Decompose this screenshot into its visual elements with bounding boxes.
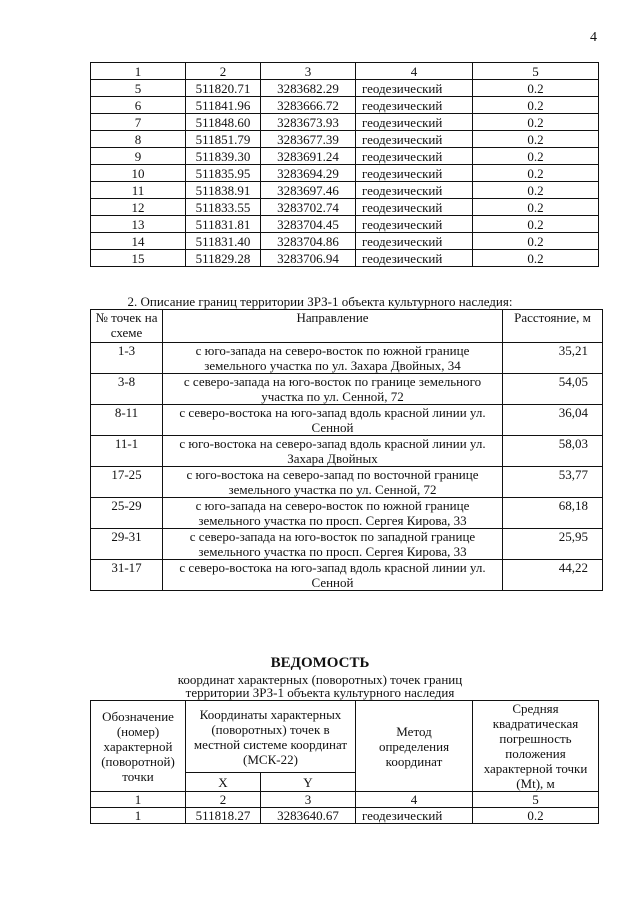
table-row [91,560,603,591]
number-cell: 3 [261,792,356,808]
table-cell: 511848.60 [186,114,261,131]
table-cell: 6 [91,97,186,114]
table-cell: 0.2 [473,114,599,131]
table-cell: с северо-запада на юго-восток по границе земельного участка по ул. Сенной, 72 [163,374,503,405]
table-cell: 8-11 [91,405,163,436]
table-cell: геодезический [356,131,473,148]
coordinates-table-continued [90,62,599,267]
table-cell: 15 [91,250,186,267]
table-row [91,529,603,560]
table-cell: геодезический [356,97,473,114]
table-cell: геодезический [356,80,473,97]
table-cell: 3283682.29 [261,80,356,97]
table-cell: 3283640.67 [261,808,356,824]
header-cell: 1 [91,63,186,80]
table-row [91,114,599,131]
table-cell: 511841.96 [186,97,261,114]
table-cell: 10 [91,165,186,182]
table-row [91,467,603,498]
table-cell: 511820.71 [186,80,261,97]
header-cell: 5 [473,63,599,80]
table-row [91,436,603,467]
table-cell: 8 [91,131,186,148]
table-cell: 5 [91,80,186,97]
table-cell: 511835.95 [186,165,261,182]
table-cell: 0.2 [473,182,599,199]
header-x: X [186,773,261,792]
table-cell: 3283706.94 [261,250,356,267]
table-cell: с северо-запада на юго-восток по западной границе земельного участка по просп. Сергея Кирова, 33 [163,529,503,560]
table-cell: 17-25 [91,467,163,498]
boundary-description-table [90,309,603,591]
table-cell: 1-3 [91,343,163,374]
table-cell: 3283666.72 [261,97,356,114]
table-cell: геодезический [356,199,473,216]
table-cell: 0.2 [473,80,599,97]
table-cell: геодезический [356,114,473,131]
table-header-row [91,63,599,80]
table-row [91,199,599,216]
table-cell: 11 [91,182,186,199]
vedomost-table [90,700,599,824]
table-cell: 511829.28 [186,250,261,267]
table-cell: геодезический [356,148,473,165]
table-cell: с северо-востока на юго-запад вдоль красной линии ул. Сенной [163,405,503,436]
table-cell: 53,77 [503,467,603,498]
vedomost-subtitle: координат характерных (поворотных) точек границ [177,672,463,687]
table-cell: 3283702.74 [261,199,356,216]
table-cell: 3283694.29 [261,165,356,182]
number-cell: 1 [91,792,186,808]
table-row [91,216,599,233]
header-coordinates: Координаты характерных (поворотных) точек в местной системе координат (МСК-22) [186,701,356,773]
table-cell: с юго-востока на северо-запад вдоль красной линии ул. Захара Двойных [163,436,503,467]
table-cell: 511831.81 [186,216,261,233]
table-cell: 25-29 [91,498,163,529]
table-cell: 54,05 [503,374,603,405]
table-cell: 0.2 [473,131,599,148]
table-cell: 0.2 [473,250,599,267]
table-cell: 44,22 [503,560,603,591]
table-row [91,233,599,250]
table-row [91,250,599,267]
table-cell: 511851.79 [186,131,261,148]
table-cell: 14 [91,233,186,250]
table-cell: с юго-востока на северо-запад по восточной границе земельного участка по ул. Сенной, 72 [163,467,503,498]
header-error: Средняя квадратическая погрешность положения характерной точки (Mt), м [473,701,599,792]
header-direction: Направление [163,310,503,343]
table-cell: 36,04 [503,405,603,436]
page-number: 4 [590,30,597,45]
table-cell: геодезический [356,808,473,824]
table-row [91,405,603,436]
table-row [91,498,603,529]
table-cell: геодезический [356,233,473,250]
number-cell: 4 [356,792,473,808]
table-cell: с юго-запада на северо-восток по южной границе земельного участка по просп. Сергея Кирова, 33 [163,498,503,529]
table-cell: 3283704.86 [261,233,356,250]
table-header-row [91,310,603,343]
table-cell: с северо-востока на юго-запад вдоль красной линии ул. Сенной [163,560,503,591]
table-cell: 511833.55 [186,199,261,216]
table-cell: 3283697.46 [261,182,356,199]
header-cell: 3 [261,63,356,80]
table-cell: 12 [91,199,186,216]
table-cell: 9 [91,148,186,165]
table-row [91,808,599,824]
table-cell: 31-17 [91,560,163,591]
table-cell: с юго-запада на северо-восток по южной границе земельного участка по ул. Захара Двойных, 34 [163,343,503,374]
section2-title: 2. Описание границ территории ЗРЗ-1 объекта культурного наследия: [127,294,513,309]
header-points: № точек на схеме [91,310,163,343]
table-cell: 35,21 [503,343,603,374]
table-number-row [91,792,599,808]
header-cell: 2 [186,63,261,80]
number-cell: 2 [186,792,261,808]
table-cell: 3283673.93 [261,114,356,131]
table-cell: 511831.40 [186,233,261,250]
table-cell: 11-1 [91,436,163,467]
table-row [91,97,599,114]
header-y: Y [261,773,356,792]
table-row [91,165,599,182]
table-cell: 3283691.24 [261,148,356,165]
table-cell: 7 [91,114,186,131]
table-cell: геодезический [356,216,473,233]
table-cell: 3-8 [91,374,163,405]
table-cell: 25,95 [503,529,603,560]
table-row [91,80,599,97]
table-row [91,131,599,148]
table-cell: 0.2 [473,148,599,165]
table-cell: 3283704.45 [261,216,356,233]
header-cell: 4 [356,63,473,80]
table-cell: 0.2 [473,216,599,233]
table-cell: 511839.30 [186,148,261,165]
table-row [91,182,599,199]
header-distance: Расстояние, м [503,310,603,343]
table-cell: 29-31 [91,529,163,560]
table-cell: геодезический [356,165,473,182]
table-cell: 1 [91,808,186,824]
table-cell: геодезический [356,250,473,267]
header-method: Метод определения координат [356,701,473,792]
table-cell: 0.2 [473,233,599,250]
table-cell: 0.2 [473,97,599,114]
table-cell: 0.2 [473,808,599,824]
table-row [91,148,599,165]
table-cell: 511838.91 [186,182,261,199]
table-cell: 68,18 [503,498,603,529]
header-point-id: Обозначение (номер) характерной (поворотной) точки [91,701,186,792]
table-cell: 511818.27 [186,808,261,824]
vedomost-subtitle: территории ЗРЗ-1 объекта культурного наследия [185,685,455,700]
table-cell: 0.2 [473,165,599,182]
table-cell: 58,03 [503,436,603,467]
table-row [91,343,603,374]
table-cell: 3283677.39 [261,131,356,148]
table-cell: геодезический [356,182,473,199]
table-row [91,374,603,405]
table-cell: 13 [91,216,186,233]
table-header-row [91,701,599,773]
table-cell: 0.2 [473,199,599,216]
vedomost-title: ВЕДОМОСТЬ [270,655,370,671]
number-cell: 5 [473,792,599,808]
